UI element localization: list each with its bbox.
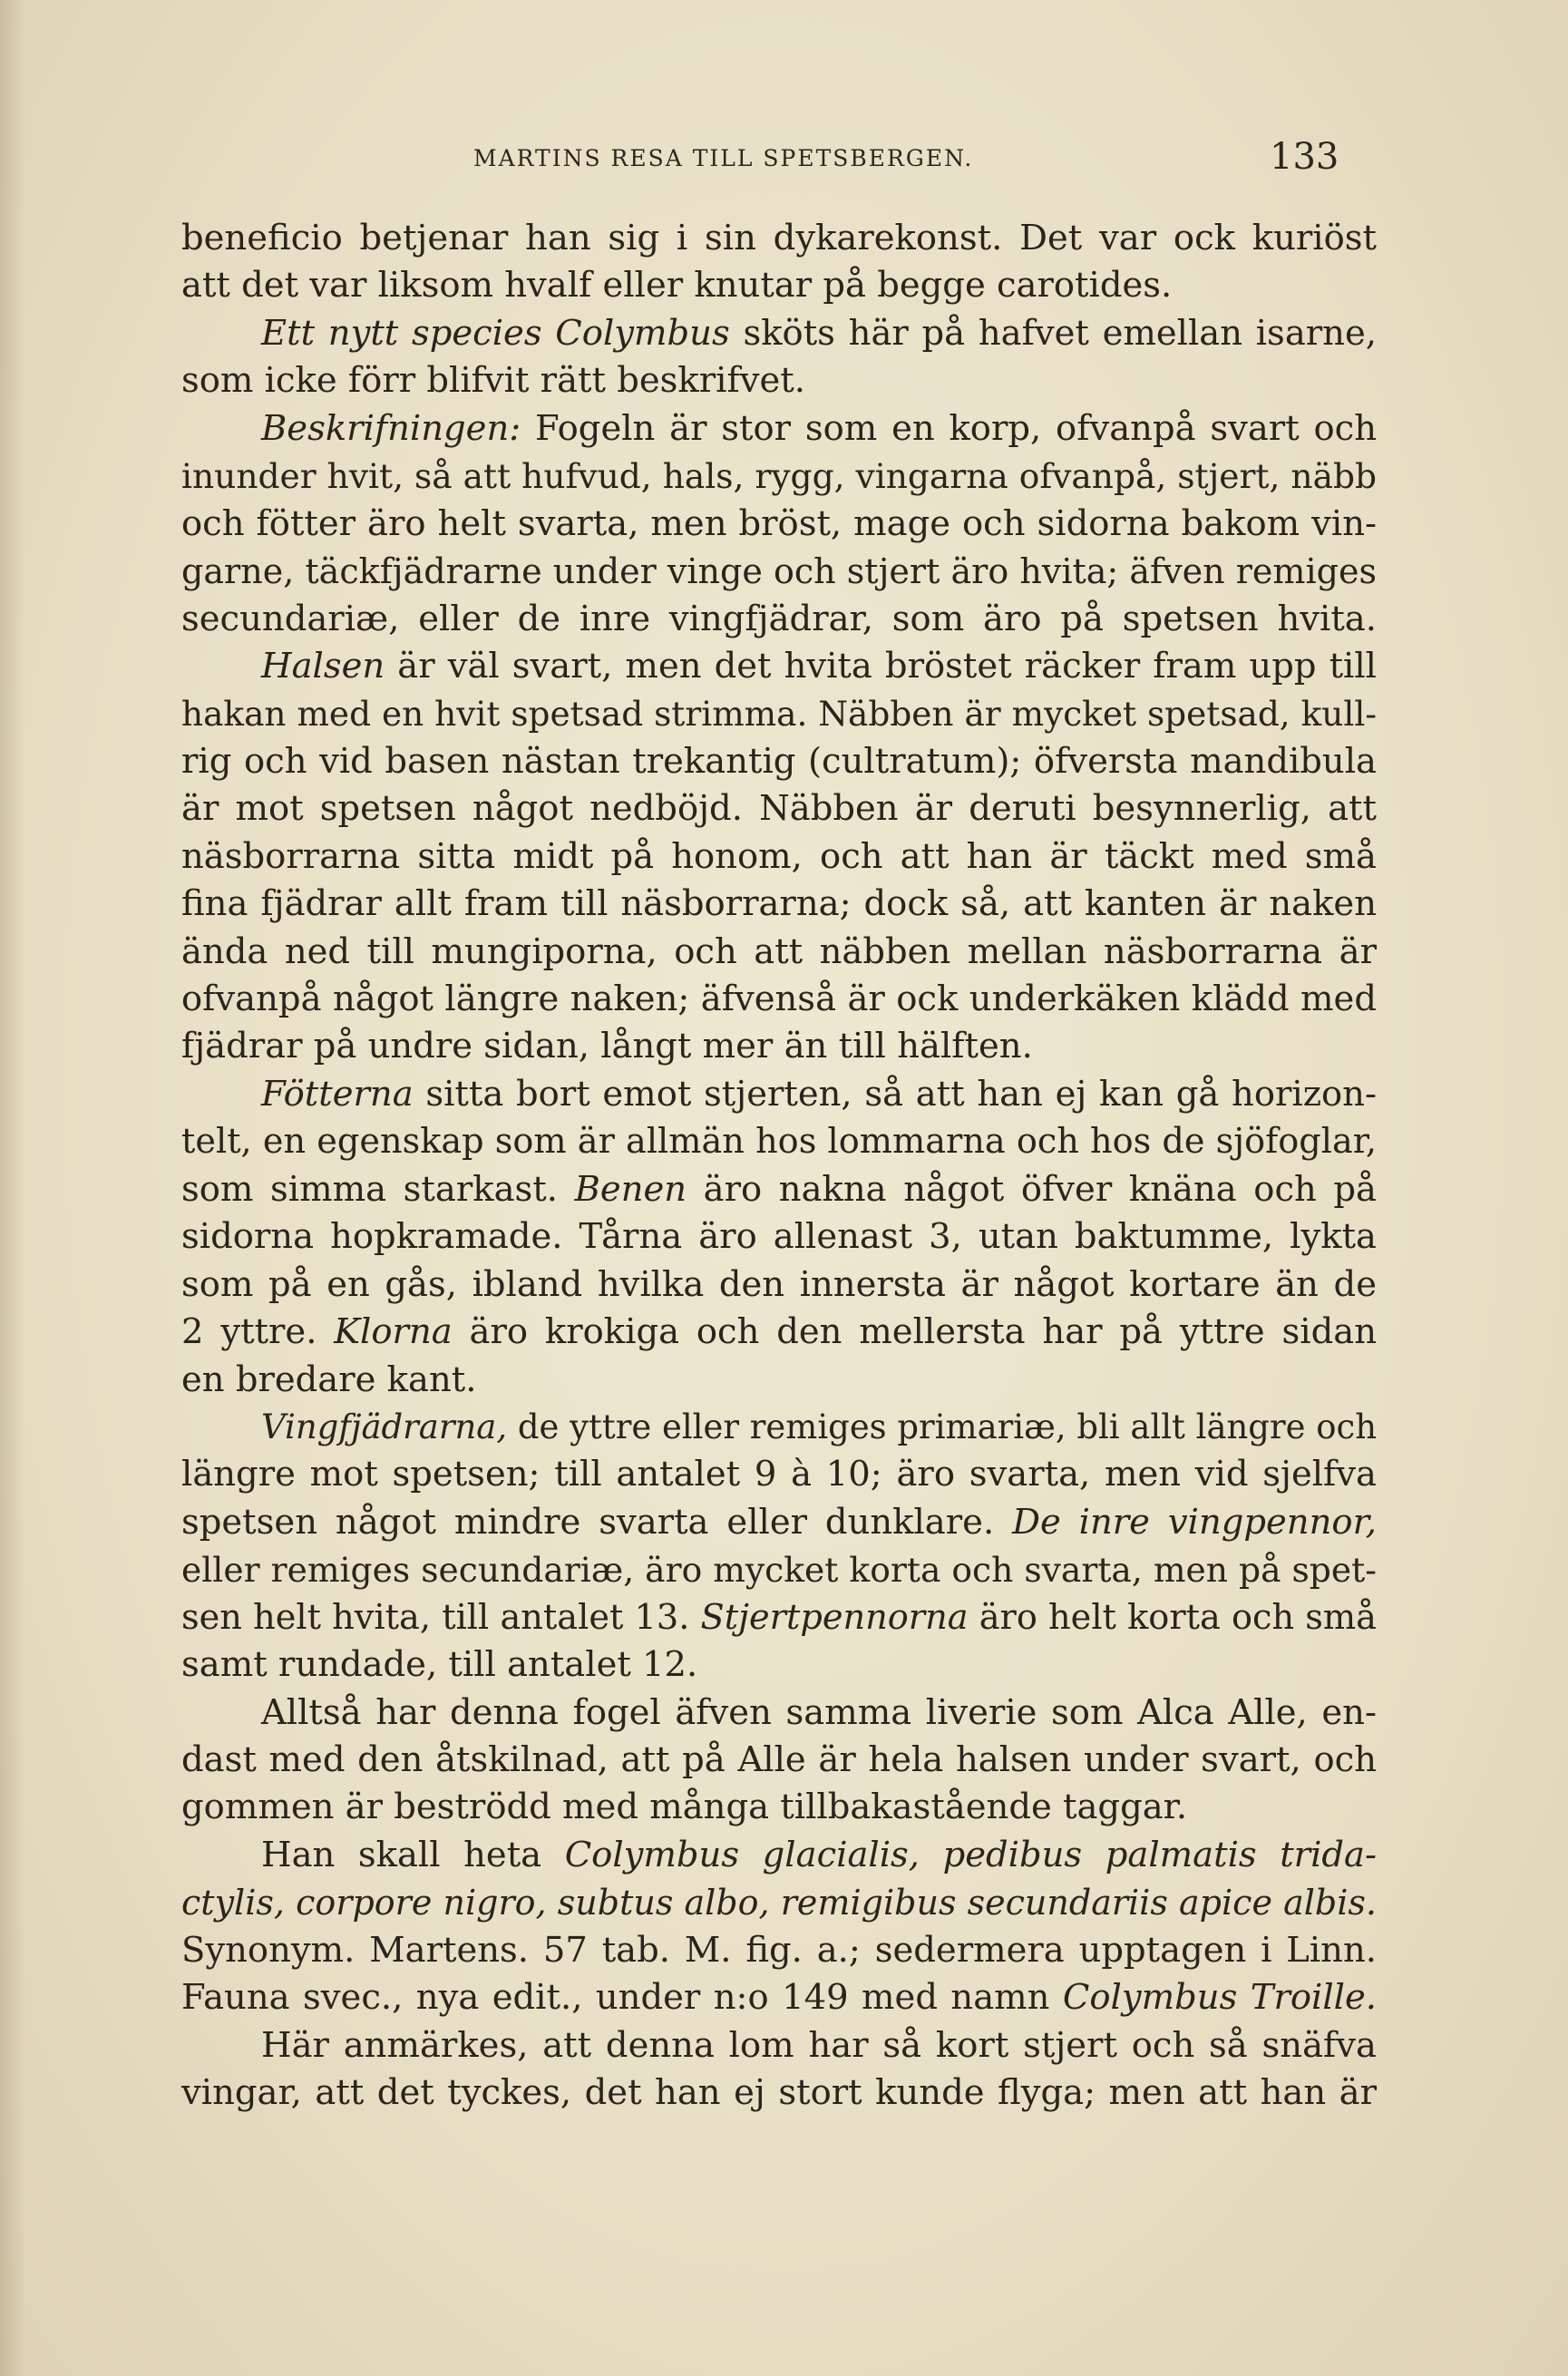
text-line xyxy=(181,262,1377,309)
italic-text-segment: Stjertpennorna xyxy=(700,1596,969,1638)
text-segment: telt, en egenskap som är allmän hos lommarna och hos de sjöfoglar, xyxy=(181,1122,1377,1163)
text-segment: sköts här på hafvet emellan isarne, xyxy=(729,312,1377,354)
text-line xyxy=(181,1927,1377,1974)
text-line xyxy=(181,2022,1377,2069)
text-line xyxy=(181,1261,1377,1309)
text-line xyxy=(181,881,1377,928)
italic-text-segment: Beskrifningen: xyxy=(261,407,521,449)
text-line xyxy=(181,1357,1377,1404)
text-segment: Fauna svec., nya edit., under n:o 149 med namn xyxy=(181,1977,1063,2019)
italic-text-segment: Benen xyxy=(574,1168,687,1210)
text-line xyxy=(181,929,1377,976)
text-line xyxy=(181,690,1377,737)
text-line xyxy=(181,1641,1377,1689)
text-segment: Synonym. Martens. 57 tab. M. fig. a.; sedermera upptagen i Linn. xyxy=(181,1929,1377,1971)
text-segment: de yttre eller remiges primariæ, bli allt längre och xyxy=(507,1407,1377,1446)
text-segment: ofvanpå något längre naken; äfvenså är ock underkäken klädd med xyxy=(181,979,1377,1019)
text-line xyxy=(181,1023,1377,1070)
text-line xyxy=(181,310,1377,357)
text-segment: Här anmärkes, att denna lom har så kort stjert och så snäfva xyxy=(261,2024,1377,2066)
text-line xyxy=(181,548,1377,595)
text-line xyxy=(181,596,1377,643)
page-number: 133 xyxy=(1270,136,1339,178)
text-segment: Han skall heta xyxy=(261,1834,565,1875)
italic-text-segment: Fötterna xyxy=(261,1073,414,1115)
text-line xyxy=(181,357,1377,404)
text-line xyxy=(181,1071,1377,1118)
text-line xyxy=(181,833,1377,881)
italic-text-segment: Klorna xyxy=(334,1311,453,1353)
text-segment: fjädrar på undre sidan, långt mer än till hälften. xyxy=(181,1026,1033,1067)
text-segment: äro nakna något öfver knäna och på xyxy=(687,1168,1377,1210)
text-line xyxy=(181,1404,1377,1451)
text-segment: som simma starkast. xyxy=(181,1168,575,1210)
text-segment: är väl svart, men det hvita bröstet räcker fram upp till xyxy=(385,645,1377,687)
text-line xyxy=(181,1213,1377,1261)
text-segment: som icke förr blifvit rätt beskrifvet. xyxy=(181,360,805,402)
running-head: MARTINS RESA TILL SPETSBERGEN. xyxy=(473,145,974,171)
page-edge-shadow xyxy=(0,0,25,2376)
text-segment: sitta bort emot stjerten, så att han ej kan gå horizon- xyxy=(413,1073,1377,1115)
text-line xyxy=(181,1974,1377,2021)
body-text xyxy=(181,215,1377,2118)
text-segment: längre mot spetsen; till antalet 9 à 10; äro svarta, men vid sjelfva xyxy=(181,1454,1377,1495)
text-segment: sen helt hvita, till antalet 13. xyxy=(181,1596,701,1638)
text-segment: garne, täckfjädrarne under vinge och stjert äro hvita; äfven remiges xyxy=(181,551,1377,592)
text-segment: och fötter äro helt svarta, men bröst, mage och sidorna bakom vin- xyxy=(181,502,1377,544)
text-line xyxy=(181,215,1377,262)
text-line xyxy=(181,1879,1377,1926)
text-line xyxy=(181,1594,1377,1641)
italic-text-segment: De inre vingpennor, xyxy=(1012,1501,1377,1543)
text-segment: vingar, att det tyckes, det han ej stort kunde flyga; men att han är xyxy=(181,2072,1377,2114)
text-segment: som på en gås, ibland hvilka den innersta är något kortare än de xyxy=(181,1263,1377,1305)
text-segment: äro helt korta och små xyxy=(968,1596,1377,1638)
text-line xyxy=(181,976,1377,1023)
text-line xyxy=(181,1689,1377,1737)
text-line xyxy=(181,1737,1377,1784)
text-segment: beneficio betjenar han sig i sin dykarekonst. Det var ock kuriöst xyxy=(181,218,1377,258)
text-segment: Alltså har denna fogel äfven samma liverie som Alca Alle, en- xyxy=(261,1691,1377,1733)
text-line xyxy=(181,1166,1377,1213)
text-line xyxy=(181,501,1377,548)
text-segment: att det var liksom hvalf eller knutar på begge carotides. xyxy=(181,265,1173,307)
text-segment: fina fjädrar allt fram till näsborrarna; dock så, att kanten är naken xyxy=(181,883,1377,925)
text-line xyxy=(181,1499,1377,1546)
text-line xyxy=(181,1451,1377,1498)
text-line xyxy=(181,738,1377,785)
text-segment: gommen är beströdd med många tillbakastående taggar. xyxy=(181,1787,1188,1828)
text-segment: samt rundade, till antalet 12. xyxy=(181,1644,698,1686)
text-line xyxy=(181,1118,1377,1165)
text-segment: Fogeln är stor som en korp, ofvanpå svart och xyxy=(521,407,1377,449)
italic-text-segment: Colymbus glacialis, pedibus palmatis trida- xyxy=(564,1834,1377,1875)
text-line xyxy=(181,1309,1377,1356)
text-segment: dast med den åtskilnad, att på Alle är hela halsen under svart, och xyxy=(181,1739,1377,1780)
text-segment: är mot spetsen något nedböjd. Näbben är deruti besynnerlig, att xyxy=(181,788,1377,830)
italic-text-segment: ctylis, corpore nigro, subtus albo, remigibus secundariis apice albis. xyxy=(181,1883,1377,1923)
text-segment: en bredare kant. xyxy=(181,1358,477,1400)
text-segment: secundariæ, eller de inre vingfjädrar, som äro på spetsen hvita. xyxy=(181,598,1377,639)
text-line xyxy=(181,1546,1377,1593)
text-segment: äro krokiga och den mellersta har på yttre sidan xyxy=(452,1311,1378,1353)
text-segment: rig och vid basen nästan trekantig (cultratum); öfversta mandibula xyxy=(181,740,1377,782)
text-line xyxy=(181,1784,1377,1831)
text-line xyxy=(181,643,1377,690)
text-segment: sidorna hopkramade. Tårna äro allenast 3, utan baktumme, lykta xyxy=(181,1216,1377,1258)
text-line xyxy=(181,405,1377,453)
text-line xyxy=(181,1832,1377,1879)
text-line xyxy=(181,2069,1377,2117)
italic-text-segment: Ett nytt species Colymbus xyxy=(261,312,730,354)
text-segment: eller remiges secundariæ, äro mycket korta och svarta, men på spet- xyxy=(181,1550,1377,1591)
text-segment: hakan med en hvit spetsad strimma. Näbben är mycket spetsad, kull- xyxy=(181,694,1377,735)
italic-text-segment: Colymbus Troille. xyxy=(1062,1977,1377,2019)
text-line xyxy=(181,785,1377,833)
italic-text-segment: Halsen xyxy=(261,645,385,687)
text-segment: spetsen något mindre svarta eller dunklare. xyxy=(181,1501,1013,1543)
text-segment: näsborrarna sitta midt på honom, och att han är täckt med små xyxy=(181,835,1377,877)
text-line xyxy=(181,453,1377,500)
italic-text-segment: Vingfjädrarna, xyxy=(261,1407,508,1446)
text-segment: 2 yttre. xyxy=(181,1311,335,1353)
text-segment: ända ned till mungiporna, och att näbben mellan näsborrarna är xyxy=(181,930,1377,972)
text-segment: inunder hvit, så att hufvud, hals, rygg, vingarna ofvanpå, stjert, näbb xyxy=(181,456,1377,497)
